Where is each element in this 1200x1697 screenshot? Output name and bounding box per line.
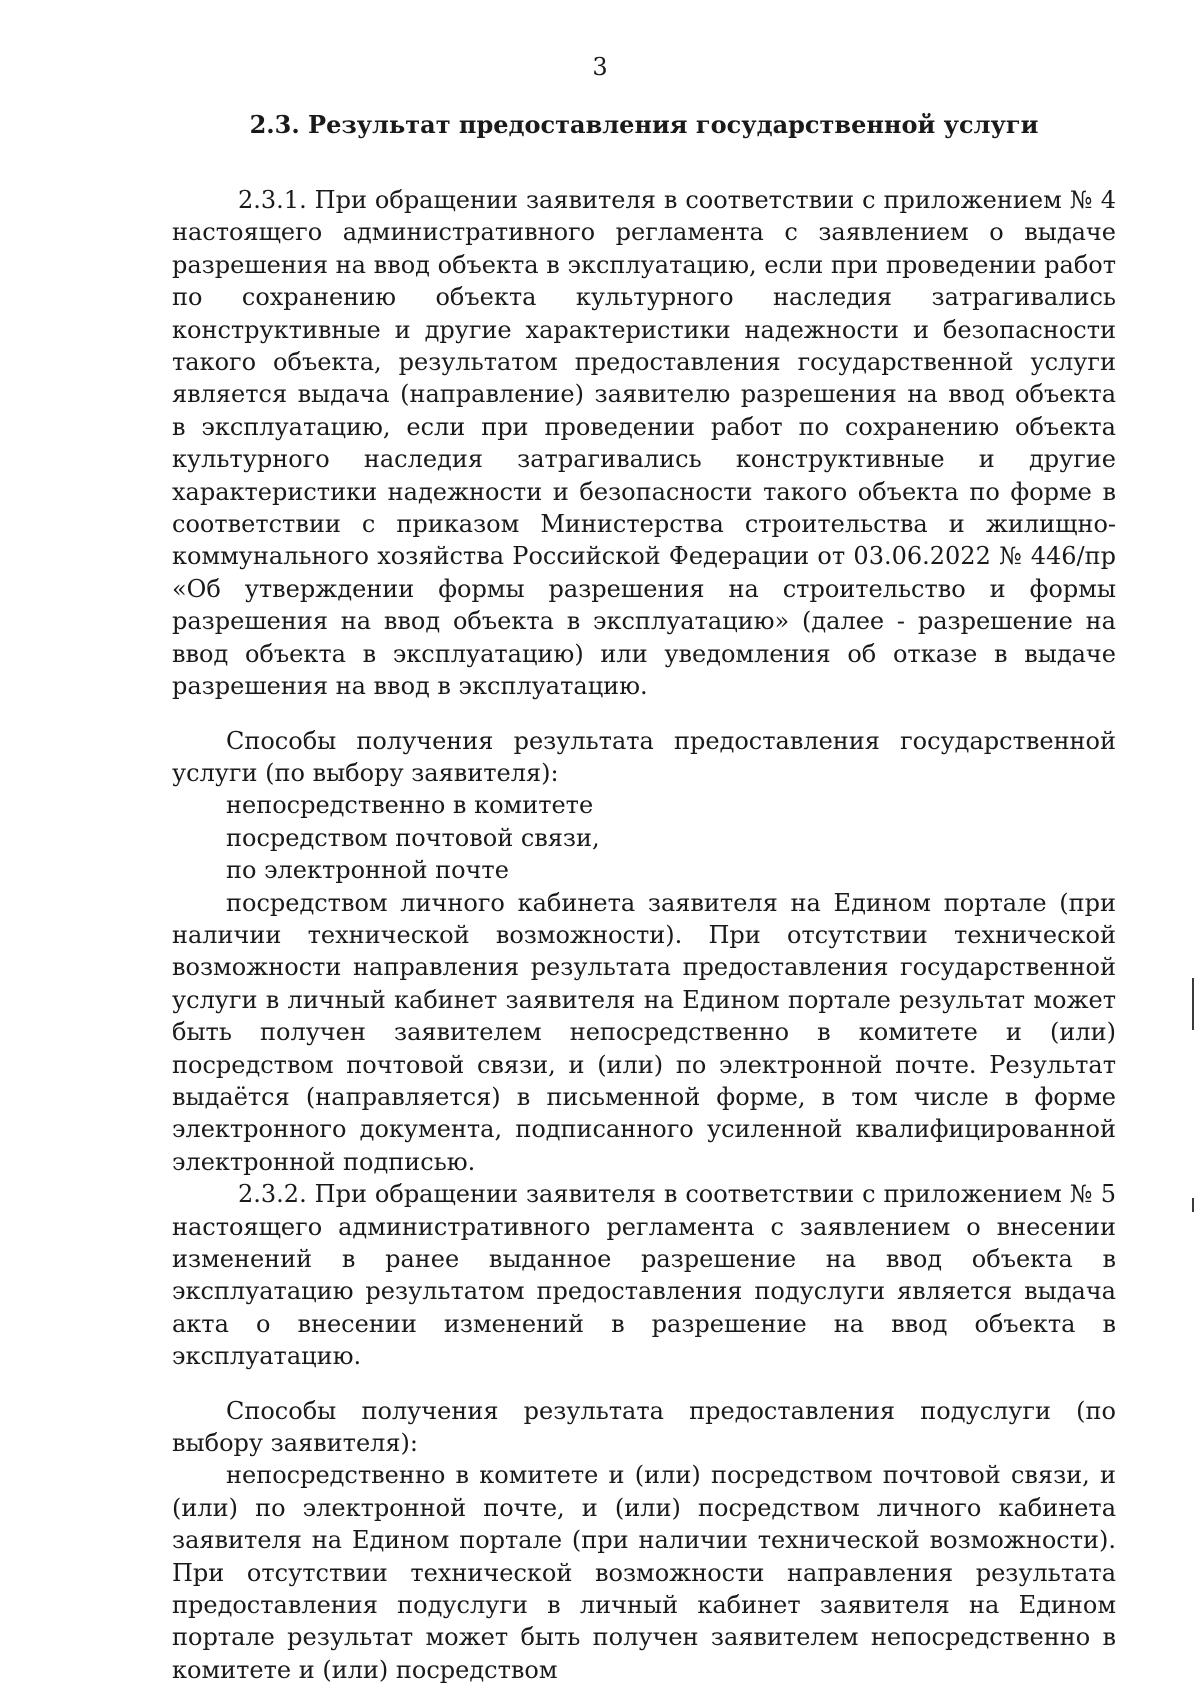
method-item-post: посредством почтовой связи, — [226, 823, 600, 852]
scan-margin-mark — [1192, 1198, 1194, 1212]
page-number: 3 — [592, 53, 608, 81]
paragraph-personal-cabinet: посредством личного кабинета заявителя на Едином портале (при наличии технической возможности). При отсутствии технической возможности направления результата предоставления государственной услуги в личный кабинет заявителя на Едином портале результат может быть получен заявителем непосредственно в комитете и (или) посредством почтовой связи, и (или) по электронной почте. Результат выдаётся (направляется) в письменной форме, в том числе в форме электронного документа, подписанного усиленной квалифицированной электронной подписью. — [172, 888, 1116, 1176]
paragraph-gap — [172, 703, 1116, 725]
scan-margin-mark — [1192, 978, 1194, 1030]
method-item-committee: непосредственно в комитете — [226, 791, 594, 820]
paragraph-methods-intro: Способы получения результата предоставления государственной услуги (по выбору заявителя): — [172, 726, 1116, 787]
paragraph-2-3-2: 2.3.2. При обращении заявителя в соответствии с приложением № 5 настоящего административного регламента с заявлением о внесении изменений в ранее выданное разрешение на ввод объекта в эксплуатацию результатом предоставления подуслуги является выдача акта о внесении изменений в разрешение на ввод объекта в эксплуатацию. — [172, 1180, 1116, 1371]
paragraph-subservice-methods-intro: Способы получения результата предоставления подуслуги (по выбору заявителя): — [172, 1396, 1116, 1458]
paragraph-subservice-methods: непосредственно в комитете и (или) посредством почтовой связи, и (или) по электронной почте, и (или) посредством личного кабинета заявителя на Едином портале (при наличии технической возможности). При отсутствии технической возможности направления результата предоставления подуслуги в личный кабинет заявителя на Едином портале результат может быть получен заявителем непосредственно в комитете и (или) посредством — [172, 1461, 1116, 1684]
method-item-email: по электронной почте — [226, 856, 509, 885]
paragraph-gap — [172, 1373, 1116, 1395]
document-body — [172, 184, 1116, 1686]
paragraph-2-3-1: 2.3.1. При обращении заявителя в соответствии с приложением № 4 настоящего административного регламента с заявлением о выдаче разрешения на ввод объекта в эксплуатацию, если при проведении работ по сохранению объекта культурного наследия затрагивались конструктивные и другие характеристики надежности и безопасности такого объекта, результатом предоставления государственной услуги является выдача (направление) заявителю разрешения на ввод объекта в эксплуатацию, если при проведении работ по сохранению объекта культурного наследия затрагивались конструктивные и другие характеристики надежности и безопасности такого объекта по форме в соответствии с приказом Министерства строительства и жилищно-коммунального хозяйства Российской Федерации от 03.06.2022 № 446/пр «Об утверждении формы разрешения на строительство и формы разрешения на ввод объекта в эксплуатацию» (далее - разрешение на ввод объекта в эксплуатацию) или уведомления об отказе в выдаче разрешения на ввод в эксплуатацию. — [172, 186, 1116, 701]
section-heading: 2.3. Результат предоставления государственной услуги — [249, 110, 1039, 139]
